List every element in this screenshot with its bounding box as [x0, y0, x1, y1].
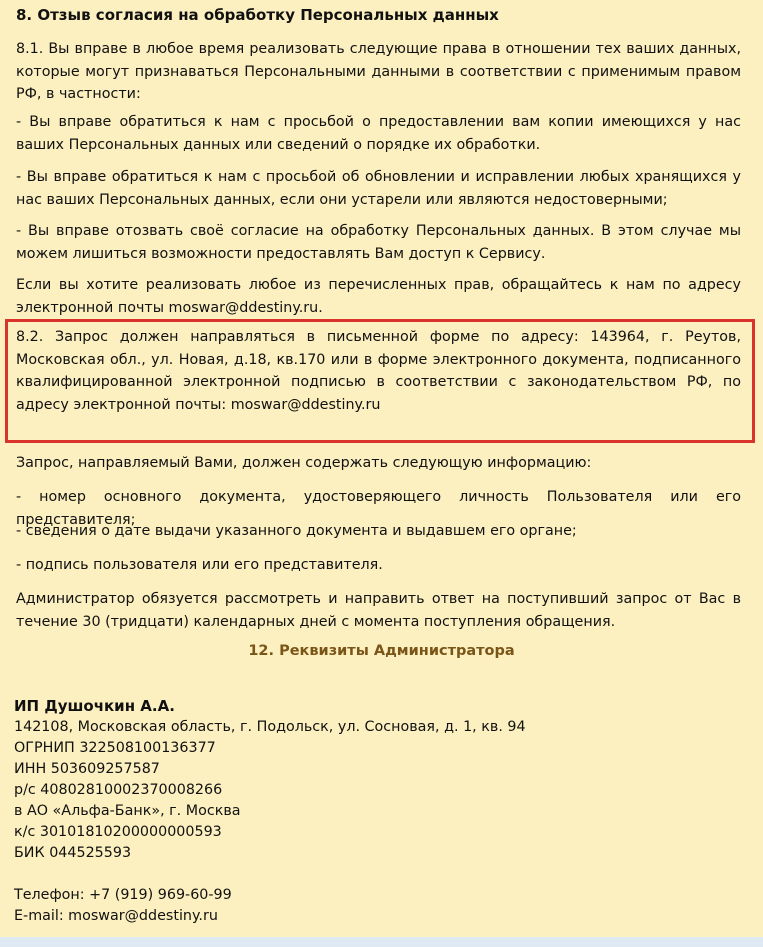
- company-phone: Телефон: +7 (919) 969-60-99: [14, 887, 232, 903]
- company-email: E-mail: moswar@ddestiny.ru: [14, 908, 218, 924]
- paragraph-contact: Если вы хотите реализовать любое из перечисленных прав, обращайтесь к нам по адресу электронной почты moswar@ddestiny.ru.: [16, 277, 741, 316]
- company-corr-account: к/с 30101810200000000593: [14, 824, 222, 840]
- section-12-title: 12. Реквизиты Администратора: [248, 643, 515, 659]
- paragraph-8-2: 8.2. Запрос должен направляться в письменной форме по адресу: 143964, г. Реутов, Московская обл., ул. Новая, д.18, кв.170 или в форме электронного документа, подписанного квалифицированной электронной подписью в соответствии с законодательством РФ, по адресу электронной почты: moswar@ddestiny.ru: [16, 329, 741, 413]
- paragraph-doc-date: - сведения о дате выдачи указанного документа и выдавшем его органе;: [16, 523, 577, 539]
- company-inn: ИНН 503609257587: [14, 761, 160, 777]
- company-name: ИП Душочкин А.А.: [14, 697, 175, 715]
- paragraph-right-revoke: - Вы вправе отозвать своё согласие на обработку Персональных данных. В этом случае мы можем лишиться возможности предоставлять Вам доступ к Сервису.: [16, 223, 741, 262]
- paragraph-request-info: Запрос, направляемый Вами, должен содержать следующую информацию:: [16, 455, 592, 471]
- paragraph-doc-number: - номер основного документа, удостоверяющего личность Пользователя или его представителя;: [16, 489, 741, 528]
- company-bik: БИК 044525593: [14, 845, 132, 861]
- company-details: [14, 696, 754, 927]
- spacer: [14, 864, 754, 885]
- company-address: 142108, Московская область, г. Подольск, ул. Сосновая, д. 1, кв. 94: [14, 719, 526, 735]
- paragraph-response-time: Администратор обязуется рассмотреть и направить ответ на поступивший запрос от Вас в течение 30 (тридцати) календарных дней с момента поступления обращения.: [16, 591, 741, 630]
- section-8-title: 8. Отзыв согласия на обработку Персональных данных: [16, 6, 499, 24]
- paragraph-signature: - подпись пользователя или его представителя.: [16, 557, 383, 573]
- paragraph-right-update: - Вы вправе обратиться к нам с просьбой об обновлении и исправлении любых хранящихся у нас ваших Персональных данных, если они устарели или являются недостоверными;: [16, 169, 741, 208]
- paragraph-8-1: 8.1. Вы вправе в любое время реализовать следующие права в отношении тех ваших данных, которые могут признаваться Персональными данными в соответствии с применимым правом РФ, в частности:: [16, 41, 741, 102]
- company-ogrnip: ОГРНИП 322508100136377: [14, 740, 216, 756]
- company-bank: в АО «Альфа-Банк», г. Москва: [14, 803, 241, 819]
- company-account: р/с 40802810002370008266: [14, 782, 223, 798]
- footer-strip: [0, 937, 763, 947]
- paragraph-right-copy: - Вы вправе обратиться к нам с просьбой о предоставлении вам копии имеющихся у нас ваших Персональных данных или сведений о порядке их обработки.: [16, 114, 741, 153]
